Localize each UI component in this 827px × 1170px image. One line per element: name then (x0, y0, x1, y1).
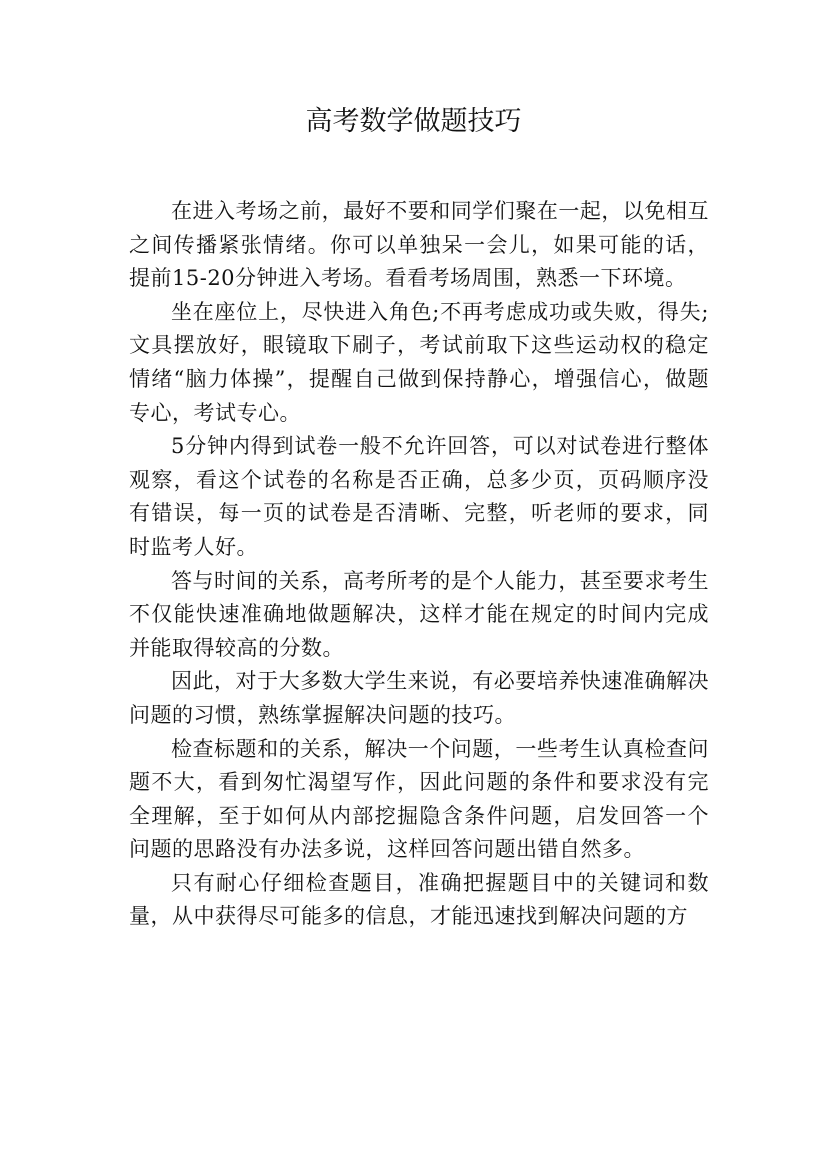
paragraph-6: 检查标题和的关系，解决一个问题，一些考生认真检查问题不大，看到匆忙渴望写作，因此问题的条件和要求没有完全理解，至于如何从内部挖掘隐含条件问题，启发回答一个问题的思路没有办法多说，这样回答问题出错自然多。 (129, 736, 709, 862)
paragraph-2: 坐在座位上，尽快进入角色;不再考虑成功或失败，得失;文具摆放好，眼镜取下刷子，考试前取下这些运动权的稳定情绪“脑力体操”，提醒自己做到保持静心，增强信心，做题专心，考试专心。 (129, 299, 709, 425)
paragraph-4: 答与时间的关系，高考所考的是个人能力，甚至要求考生不仅能快速准确地做题解决，这样才能在规定的时间内完成并能取得较高的分数。 (129, 568, 709, 660)
paragraph-3: 5分钟内得到试卷一般不允许回答，可以对试卷进行整体观察，看这个试卷的名称是否正确，总多少页，页码顺序没有错误，每一页的试卷是否清晰、完整，听老师的要求，同时监考人好。 (129, 434, 709, 559)
paragraph-1: 在进入考场之前，最好不要和同学们聚在一起，以免相互之间传播紧张情绪。你可以单独呆一会儿，如果可能的话，提前15-20分钟进入考场。看看考场周围，熟悉一下环境。 (129, 199, 709, 291)
paragraph-7: 只有耐心仔细检查题目，准确把握题目中的关键词和数量，从中获得尽可能多的信息，才能迅速找到解决问题的方 (129, 870, 709, 929)
document-body (129, 195, 709, 934)
paragraph-5: 因此，对于大多数大学生来说，有必要培养快速准确解决问题的习惯，熟练掌握解决问题的技巧。 (129, 669, 709, 727)
document-title: 高考数学做题技巧 (305, 106, 522, 137)
